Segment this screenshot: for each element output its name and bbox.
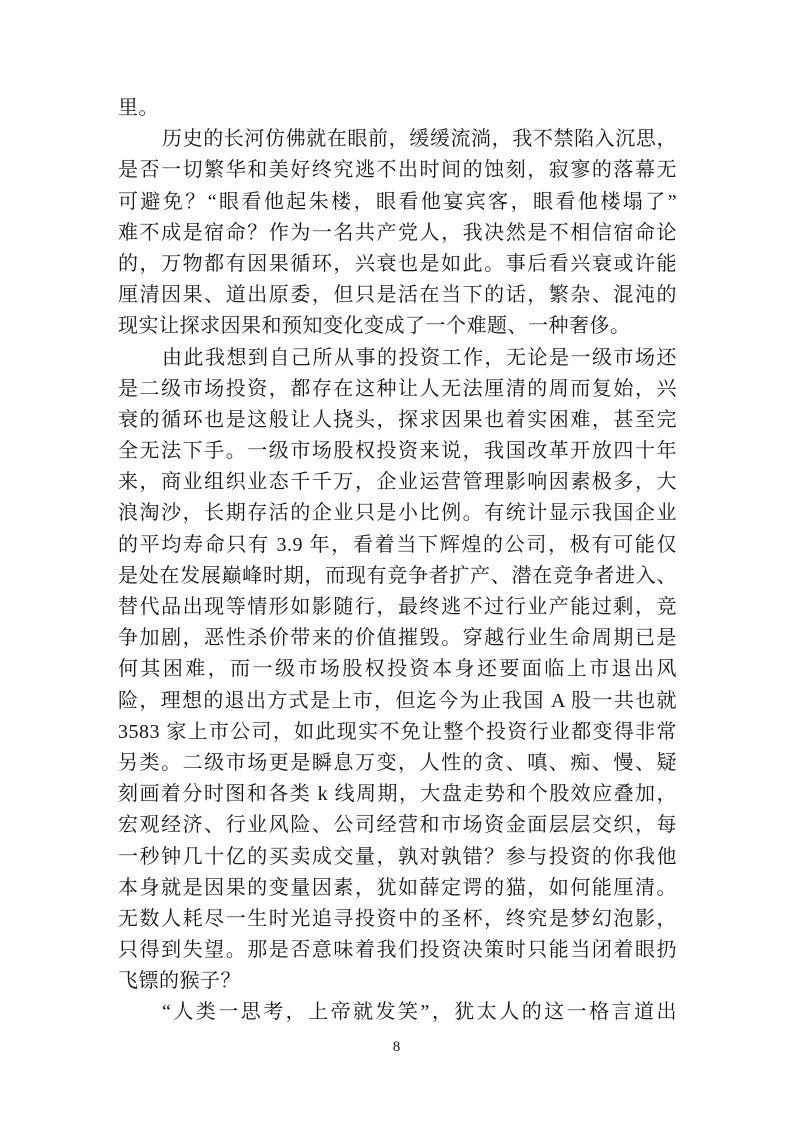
text-line: 无数人耗尽一生时光追寻投资中的圣杯，终究是梦幻泡影， [118, 907, 677, 930]
text-line: 衰的循环也是这般让人挠头，探求因果也着实困难，甚至完 [118, 408, 677, 431]
text-line: 刻画着分时图和各类 k 线周期，大盘走势和个股效应叠加， [118, 783, 677, 806]
text-line: 替代品出现等情形如影随行，最终逃不过行业产能过剩，竞 [118, 596, 677, 618]
text-line: 另类。二级市场更是瞬息万变，人性的贪、嗔、痴、慢、疑 [118, 751, 677, 774]
text-line: 的，万物都有因果循环，兴衰也是如此。事后看兴衰或许能 [118, 252, 677, 275]
text-line: 本身就是因果的变量因素，犹如薛定谔的猫，如何能厘清。 [118, 876, 677, 899]
text-line: 里。 [118, 97, 159, 119]
text-line: 历史的长河仿佛就在眼前，缓缓流淌，我不禁陷入沉思， [162, 128, 677, 151]
page-number: 8 [392, 1039, 401, 1055]
document-body [118, 93, 677, 1029]
text-line: 全无法下手。一级市场股权投资来说，我国改革开放四十年 [118, 440, 677, 463]
text-line: 由此我想到自己所从事的投资工作，无论是一级市场还 [162, 346, 677, 369]
text-line: 是否一切繁华和美好终究逃不出时间的蚀刻，寂寥的落幕无 [118, 159, 677, 182]
text-line: 宏观经济、行业风险、公司经营和市场资金面层层交织，每 [118, 814, 677, 837]
text-line: 浪淘沙，长期存活的企业只是小比例。有统计显示我国企业 [118, 502, 677, 525]
text-line: 飞镖的猴子？ [118, 970, 241, 993]
text-line: “人类一思考，上帝就发笑”，犹太人的这一格言道出 [162, 1001, 677, 1024]
text-line: 是处在发展巅峰时期，而现有竞争者扩产、潜在竞争者进入、 [118, 564, 677, 587]
text-line: 厘清因果、道出原委，但只是活在当下的话，繁杂、混沌的 [118, 284, 677, 307]
text-line: 的平均寿命只有 3.9 年，看着当下辉煌的公司，极有可能仅 [118, 533, 677, 556]
text-line: 何其困难，而一级市场股权投资本身还要面临上市退出风 [118, 658, 677, 681]
text-line: 现实让探求因果和预知变化变成了一个难题、一种奢侈。 [118, 315, 631, 338]
text-line: 3583 家上市公司，如此现实不免让整个投资行业都变得非常 [118, 720, 677, 743]
text-line: 是二级市场投资，都存在这种让人无法厘清的周而复始，兴 [118, 377, 677, 400]
text-line: 来，商业组织业态千千万，企业运营管理影响因素极多，大 [118, 471, 677, 494]
text-line: 一秒钟几十亿的买卖成交量，孰对孰错？参与投资的你我他 [118, 845, 677, 868]
text-line: 险，理想的退出方式是上市，但迄今为止我国 A 股一共也就 [118, 689, 677, 712]
text-line: 可避免？“眼看他起朱楼，眼看他宴宾客，眼看他楼塌了” [118, 190, 677, 213]
text-line: 争加剧，恶性杀价带来的价值摧毁。穿越行业生命周期已是 [118, 627, 677, 650]
text-line: 难不成是宿命？作为一名共产党人，我决然是不相信宿命论 [118, 221, 677, 244]
text-line: 只得到失望。那是否意味着我们投资决策时只能当闭着眼扔 [118, 939, 677, 962]
